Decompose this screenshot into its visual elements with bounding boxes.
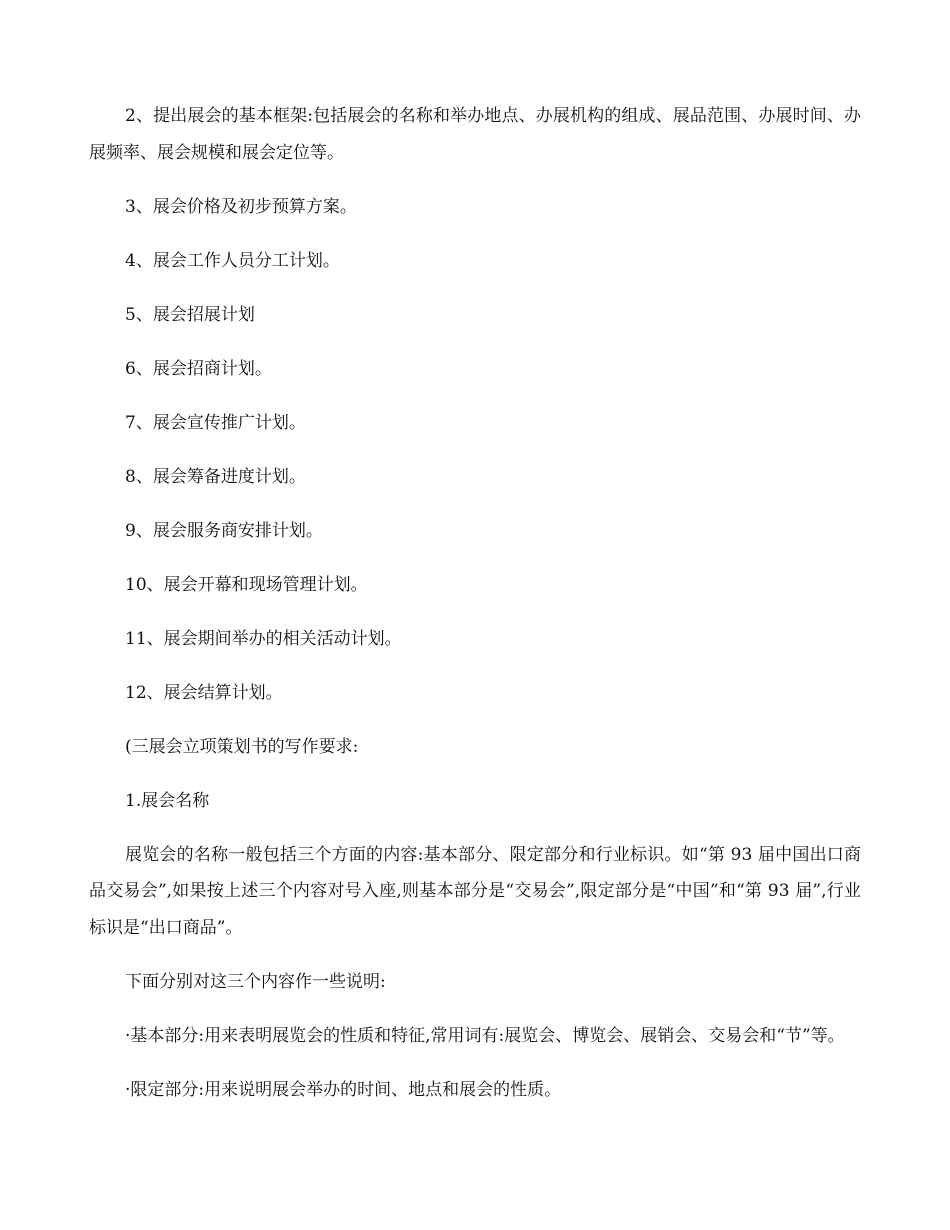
- paragraph-promotion: 7、展会宣传推广计划。: [125, 412, 306, 433]
- paragraph-exhibitor-recruitment: 5、展会招展计划: [125, 304, 255, 325]
- paragraph-activities: 11、展会期间举办的相关活动计划。: [125, 628, 402, 649]
- paragraph-framework: 2、提出展会的基本框架:包括展会的名称和举办地点、办展机构的组成、展品范围、办展时间、办展频率、展会规模和展会定位等。: [89, 106, 861, 163]
- paragraph-budget: 3、展会价格及初步预算方案。: [125, 196, 357, 217]
- bullet-basic-part: ·基本部分:用来表明展览会的性质和特征,常用词有:展览会、博览会、展销会、交易会和“节”等。: [125, 1025, 845, 1046]
- paragraph-staff: 4、展会工作人员分工计划。: [125, 250, 340, 271]
- document-page: [89, 98, 861, 1126]
- paragraph-explanation-intro: 下面分别对这三个内容作一些说明:: [125, 971, 386, 992]
- paragraph-settlement: 12、展会结算计划。: [125, 682, 283, 703]
- paragraph-investment: 6、展会招商计划。: [125, 358, 272, 379]
- bullet-limiting-part: ·限定部分:用来说明展会举办的时间、地点和展会的性质。: [125, 1079, 562, 1100]
- paragraph-service-providers: 9、展会服务商安排计划。: [125, 520, 323, 541]
- subsection-heading: 1.展会名称: [125, 790, 210, 811]
- paragraph-opening: 10、展会开幕和现场管理计划。: [125, 574, 368, 595]
- paragraph-progress: 8、展会筹备进度计划。: [125, 466, 306, 487]
- section-heading: (三展会立项策划书的写作要求:: [125, 736, 359, 757]
- paragraph-name-intro: 展览会的名称一般包括三个方面的内容:基本部分、限定部分和行业标识。如“第 93 届中国出口商品交易会”,如果按上述三个内容对号入座,则基本部分是“交易会”,限定部分是“中国”和“第 93 届”,行业标识是“出口商品”。: [89, 844, 861, 938]
